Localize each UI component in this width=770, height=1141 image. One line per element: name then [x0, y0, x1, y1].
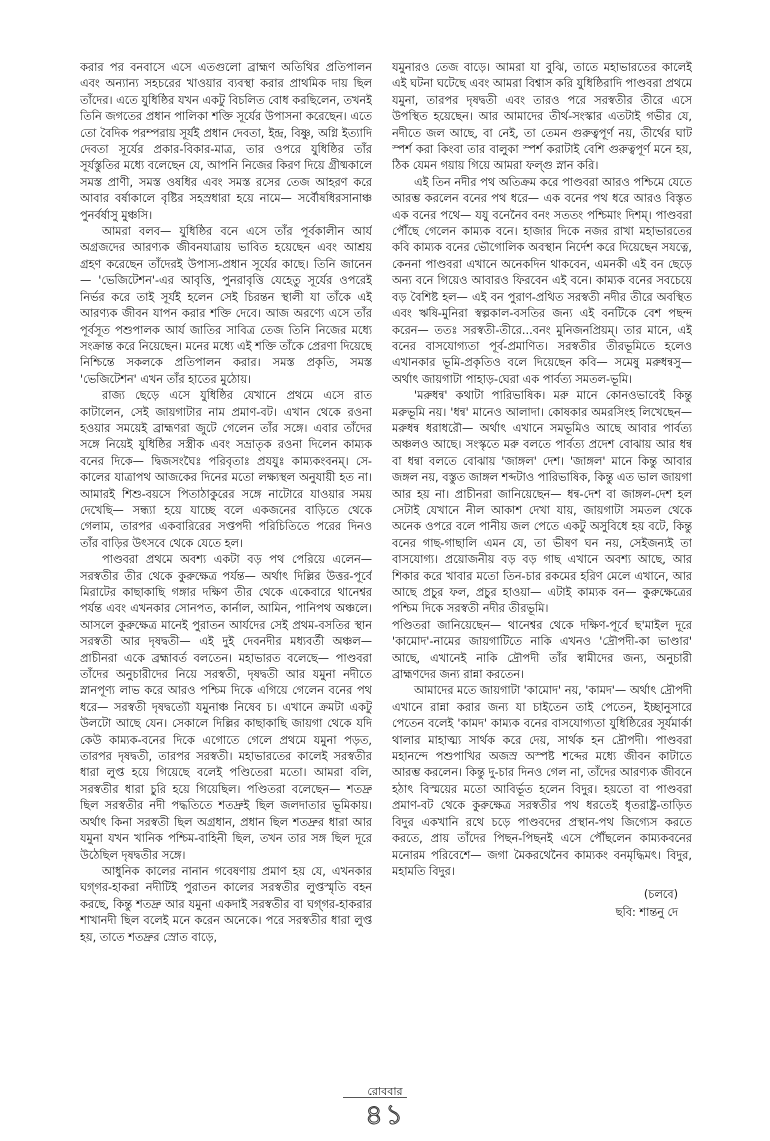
paragraph: আমাদের মতে জায়গাটা 'কামোদ' নয়, 'কামদ'— অর্থাৎ দ্রৌপদী এখানে রান্না করার জন্য যা চাইতেন তাই পেতেন, ইচ্ছানুসারে পেতেন বলেই 'কামদ' কাম্যক বনের বাসযোগ্যতা যুধিষ্ঠিরের সূর্যমার্কা থালার মাহাত্ম্য সার্থক করে দেয়, সার্থক হন দ্রৌপদী। পাণ্ডবরা মহানন্দে পশুপাখির অজস্র অস্পষ্ট শব্দের মধ্যে জীবন কাটাতে আরম্ভ করলেন। কিন্তু দু-চার দিনও গেল না, তাঁদের আরণ্যক জীবনে হঠাৎ বিস্ময়ের মতো আবির্ভূত হলেন বিদুর। হয়তো বা পাণ্ডবরা প্রমাণ-বট থেকে কুরুক্ষেত্র সরস্বতীর পথ ধরতেই ধৃতরাষ্ট্র-তাড়িত বিদুর একখানি রথে চড়ে পাণ্ডবদের প্রস্থান-পথ জিগ্যেস করতে করতে, প্রায় তাঁদের পিছন-পিছনই এসে পৌঁছলেন কাম্যকবনের মনোরম পরিবেশে— জগা মৈকরথেনৈব কাম্যকং বনমৃদ্ধিমৎ। বিদুর, মহামতি বিদুর।	[392, 684, 692, 878]
right-column-text	[392, 60, 692, 880]
paragraph: করার পর বনবাসে এসে এতগুলো ব্রাহ্মণ অতিথির প্রতিপালন এবং অন্যান্য সহচরের খাওয়ার ব্যবস্থা করার প্রাথমিক দায় ছিল তাঁদের। এতে যুধিষ্ঠির যখন একটু বিচলিত বোধ করছিলেন, তখনই তিনি জগতের প্রধান পালিকা শক্তি সূর্যের উপাসনা করেছেন। এতে তো বৈদিক পরম্পরায় সূর্যই প্রধান দেবতা, ইন্দ্র, বিষ্ণু, অগ্নি ইত্যাদি দেবতা সূর্যের প্রকার-বিকার-মাত্র, তার ওপরে যুধিষ্ঠির তাঁর সূর্যস্তুতির মধ্যে বলেছেন যে, আপনি নিজের কিরণ দিয়ে গ্রীষ্মকালে সমস্ত প্রাণী, সমস্ত ওষধির এবং সমস্ত রসের তেজ আহরণ করে আবার বর্ষাকালে বৃষ্টির সহস্রধারা হয়ে নামে— সর্বৌষধিরসানাঞ্চ পুনর্বর্ষাসু মুঞ্চসি।	[80, 61, 372, 222]
paragraph: যমুনারও তেজ বাড়ে। আমরা যা বুঝি, তাতে মহাভারতের কালেই এই ঘটনা ঘটেছে এবং আমরা বিশ্বাস করি যুধিষ্ঠিরাদি পাণ্ডবরা প্রথমে যমুনা, তারপর দৃষদ্বতী এবং তারও পরে সরস্বতীর তীরে এসে উপস্থিত হয়েছেন। আর আমাদের তীর্থ-সংস্কার এতটাই গভীর যে, নদীতে জল আছে, বা নেই, তা তেমন গুরুত্বপূর্ণ নয়, তীর্থের ঘাট স্পর্শ করা কিংবা তার বালুকা স্পর্শ করাটাই বেশি গুরুত্বপূর্ণ মনে হয়, ঠিক যেমন গয়ায় গিয়ে আমরা ফল্গু স্নান করি।	[392, 61, 692, 173]
paragraph: আমরা বলব— যুধিষ্ঠির বনে এসে তাঁর পূর্বকালীন আর্য অগ্রজদের আরণ্যক জীবনযাত্রায় ভাবিত হয়েছেন এবং আশ্রয় গ্রহণ করেছেন তাঁদেরই উপাস্য-প্রধান সূর্যের কাছে। তিনি জানেন— 'ভেজিটেশন'-এর আবৃত্তি, পুনরাবৃত্তি যেহেতু সূর্যের ওপরেই নির্ভর করে তাই সূর্যই হলেন সেই চিরন্তন স্থালী যা তাঁকে এই আরণ্যক জীবন যাপন করার শক্তি দেবে। আজ অরণ্যে এসে তাঁর পূর্বসূত পশুপালক আর্য জাতির সাবিত্র তেজ তিনি নিজের মধ্যে সংক্রান্ত করে নিয়েছেন। মনের মধ্যে এই শক্তি তাঁকে প্রেরণা দিয়েছে নিশ্চিন্তে সকলকে প্রতিপালন করার। সমস্ত প্রকৃতি, সমস্ত 'ভেজিটেশন' এখন তাঁর হাতের মুঠোয়।	[80, 225, 372, 386]
paragraph: আধুনিক কালের নানান গবেষণায় প্রমাণ হয় যে, এখনকার ঘগ্‌গর-হাকরা নদীটিই পুরাতন কালের সরস্বতীর লুপ্তস্মৃতি বহন করছে, কিন্তু শতদ্রু আর যমুনা একদাই সরস্বতীর বা ঘগ্‌গর-হাকরার শাখানদী ছিল বলেই মনে করেন অনেকে। পরে সরস্বতীর ধারা লুপ্ত হয়, তাতে শতদ্রুর স্রোত বাড়ে,	[80, 864, 372, 944]
illustration-credit: ছবি: শান্তনু দে	[615, 906, 678, 920]
paragraph: পাণ্ডবরা প্রথমে অবশ্য একটা বড় পথ পেরিয়ে এলেন— সরস্বতীর তীর থেকে কুরুক্ষেত্র পর্যন্ত— অর্থাৎ দিল্লির উত্তর-পূর্বে মিরাটের কাছাকাছি গঙ্গার দক্ষিণ তীর থেকে একেবারে থানেশ্বর পর্যন্ত এবং এখনকার সোনপত, কার্নাল, আমিন, পানিপথ অঞ্চলে। আসলে কুরুক্ষেত্র মানেই পুরাতন আর্যদের সেই প্রথম-বসতির স্থান সরস্বতী আর দৃষদ্বতী— এই দুই দেবনদীর মধ্যবর্তী অঞ্চল— প্রাচীনরা একে ব্রহ্মাবর্ত বলতেন। মহাভারত বলেছে— পাণ্ডবরা তাঁদের অনুচারীদের নিয়ে সরস্বতী, দৃষদ্বতী আর যমুনা নদীতে স্নানপূণ্য লাভ করে আরও পশ্চিম দিকে এগিয়ে গেলেন বনের পথ ধরে— সরস্বতী দৃষদ্বত্যৌ যমুনাঞ্চ নিষেব চ। এখানে ক্রমটা একটু উলটো আছে যেন। সেকালে দিল্লির কাছাকাছি জায়গা থেকে যদি কেউ কাম্যক-বনের দিকে এগোতে গেলে প্রথমে যমুনা পড়ত, তারপর দৃষদ্বতী, তারপর সরস্বতী। মহাভারতের কালেই সরস্বতীর ধারা লুপ্ত হয়ে গিয়েছে বলেই পণ্ডিতেরা মতো। আমরা বলি, সরস্বতীর ধারা চুরি হয়ে গিয়েছিল। পণ্ডিতরা বলেছেন— শতদ্রু ছিল সরস্বতীর নদী পদ্ধতিতে শতদ্রুই ছিল জলদাতার ভূমিকায়। অর্থাৎ কিনা সরস্বতী ছিল অগ্রধান, প্রধান ছিল শতদ্রুর ধারা আর যমুনা যখন খানিক পশ্চিম-বাহিনী ছিল, তখন তার সঙ্গ ছিল দূরে উঠেছিল দৃষদ্বতীর সঙ্গে।	[80, 553, 372, 862]
magazine-name: রোববার	[367, 1085, 403, 1098]
paragraph: এই তিন নদীর পথ অতিক্রম করে পাণ্ডবরা আরও পশ্চিমে যেতে আরম্ভ করলেন বনের পথ ধরে— এক বনের পথ ধরে আরও বিস্তৃত এক বনের পথে— যযু বনেনৈব বনং সততং পশ্চিমাং দিশম্। পাণ্ডবরা পৌঁছে গেলেন কাম্যক বনে। হাজার দিকে নজর রাখা মহাভারতের কবি কাম্যক বনের ভৌগোলিক অবস্থান নির্দেশ করে দিয়েছেন সযত্নে, কেননা পাণ্ডবরা এখানে অনেকদিন থাকবেন, এমনকী এই বন ছেড়ে অন্য বনে গিয়েও আবারও ফিরবেন এই বনে। কাম্যক বনের সবচেয়ে বড় বৈশিষ্ট হল— এই বন পুরাণ-প্রথিত সরস্বতী নদীর তীরে অবস্থিত এবং ঋষি-মুনিরা স্বল্পকাল-বসতির জন্য এই বনটিকে বেশ পছন্দ করেন— ততঃ সরস্বতী-তীরে...বনং মুনিজনপ্রিয়ম্। তার মানে, এই বনের বাসযোগ্যতা পূর্ব-প্রমাণিত। সরস্বতীর তীরভূমিতে হলেও এখানকার ভূমি-প্রকৃতিও বলে দিয়েছেন কবি— সমেষু মরুধন্বসু— অর্থাৎ জায়গাটা পাহাড়-ঘেরা এক পার্বত্য সমতল-ভূমি।	[392, 175, 692, 386]
page-number: ৪১	[364, 1098, 406, 1131]
paragraph: পণ্ডিতরা জানিয়েছেন— থানেশ্বর থেকে দক্ষিণ-পূর্বে ছ'মাইল দূরে 'কামোদ'-নামের জায়গাটিতে নাকি এখনও 'দ্রৌপদী-কা ভাণ্ডার' আছে, এখানেই নাকি দ্রৌপদী তাঁর স্বামীদের জন্য, অনুচারী ব্রাহ্মণদের জন্য রান্না করতেন।	[392, 618, 692, 682]
right-column	[392, 60, 692, 1090]
paragraph: রাজ্য ছেড়ে এসে যুধিষ্ঠির যেখানে প্রথমে এসে রাত কাটালেন, সেই জায়গাটার নাম প্রমাণ-বট। এখান থেকে রওনা হওয়ার সময়েই ব্রাহ্মণরা জুটে গেলেন তাঁর সঙ্গে। এবার তাঁদের সঙ্গে নিয়েই যুধিষ্ঠির সস্ত্রীক এবং সভ্রাতৃক রওনা দিলেন কাম্যক বনের দিকে— দ্বিজসংঘৈঃ পরিবৃতাঃ প্রযযুঃ কাম্যকংবনম্। সে-কালের যাত্রাপথ আজকের দিনের মতো লক্ষ্যস্থল অনুযায়ী হত না। আমারই শিশু-বয়সে পিতাঠাকুরের সঙ্গে নাটোরে যাওয়ার সময় দেখেছি— সন্ধ্যা হয়ে যাচ্ছে বলে একজনের বাড়িতে থেকে গেলাম, তারপর একবারিরের সপ্তপদী পরিচিতিতে পরের দিনও তাঁর বাড়ির উৎসবে থেকে যেতে হল।	[80, 389, 372, 550]
credit-block	[392, 886, 692, 922]
continued-label: (চলবে)	[643, 888, 678, 902]
left-column	[80, 60, 372, 1080]
paragraph: 'মরুধন্ব' কথাটা পারিভাষিক। মরু মানে কোনওভাবেই কিন্তু মরুভূমি নয়। 'ধন্ব' মানেও আলাদা। কোষকার অমরসিংহ লিখেছেন— মরুধন্ব ধরাধরৌ— অর্থাৎ এখানে সমভূমিও আছে আবার পার্বত্য অঞ্চলও আছে। সংস্কৃতে মরু বলতে পার্বত্য প্রদেশ বোঝায় আর ধন্ব বা ধন্বা বলতে বোঝায় 'জাঙ্গল' দেশ। 'জাঙ্গল' মানে কিন্তু আবার জঙ্গল নয়, বস্তুত জাঙ্গল শব্দটাও পারিভাষিক, কিন্তু এত ভাল জায়গা আর হয় না। প্রাচীনরা জানিয়েছেন— ধন্ব-দেশ বা জাঙ্গল-দেশ হল সেটাই যেখানে নীল আকাশ দেখা যায়, জায়গাটা সমতল থেকে অনেক ওপরে বলে পানীয় জল পেতে একটু অসুবিধে হয় বটে, কিন্তু বনের গাছ-গাছালি এমন যে, তা ভীষণ ঘন নয়, সেইজন্যই তা বাসযোগ্য। প্রয়োজনীয় বড় বড় গাছ এখানে অবশ্য আছে, আর শিকার করে খাবার মতো তিন-চার রকমের হরিণ মেলে এখানে, আর আছে প্রচুর ফল, প্রচুর হাওয়া— এটাই কাম্যক বন— কুরুক্ষেত্রের পশ্চিম দিকে সরস্বতী নদীর তীরভূমি।	[392, 389, 692, 616]
